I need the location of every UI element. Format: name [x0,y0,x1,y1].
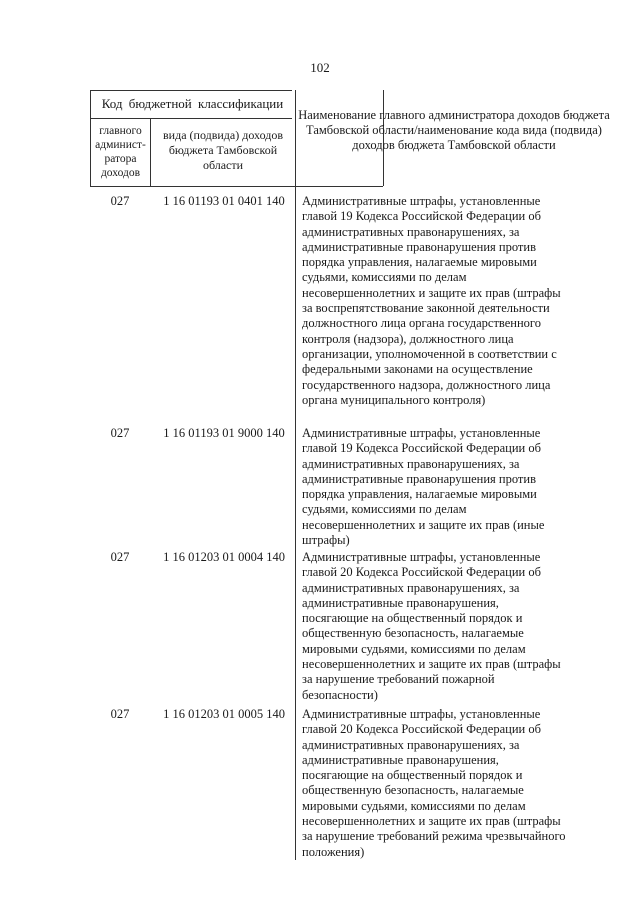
header-bottom-line-right [295,186,383,187]
header-group-label: Код бюджетной классификации [101,96,284,111]
row-income-code: 1 16 01203 01 0005 140 [163,707,285,721]
row-description: Административные штрафы, установленные главой 19 Кодекса Российской Федерации об административных правонарушениях, за административные правонарушения против порядка управления, налагаемые мировыми судьями, комиссиями по делам несовершеннолетних и защите их прав (штрафы за воспрепятствование законной деятельности должностного лица органа государственного контроля (надзора), должностного лица организации, уполномоченной в соответствии с федеральными законами на осуществление государственного надзора, должностного лица органа муниципального контроля) [302,194,561,407]
budget-classification-table [90,90,615,890]
header-group-divider [90,118,292,119]
row-income-code: 1 16 01193 01 0401 140 [163,194,285,208]
column-divider-name [295,90,296,860]
row-income-code: 1 16 01203 01 0004 140 [163,550,285,564]
row-admin-code: 027 [110,707,130,721]
row-admin-code: 027 [110,194,130,208]
row-income-code: 1 16 01193 01 9000 140 [163,426,285,440]
row-description: Административные штрафы, установленные главой 20 Кодекса Российской Федерации об административных правонарушениях, за административные правонарушения, посягающие на общественный порядок и общественную безопасность, налагаемые мировыми судьями, комиссиями по делам несовершеннолетних и защите их прав (штрафы за нарушение требований режима чрезвычайного положения) [302,707,566,859]
row-description: Административные штрафы, установленные главой 19 Кодекса Российской Федерации об административных правонарушениях, за административные правонарушения против порядка управления, налагаемые мировыми судьями, комиссиями по делам несовершеннолетних и защите их прав (иные штрафы) [302,426,545,548]
row-admin-code: 027 [110,550,130,564]
header-admin-column: главного админист-ратора доходов [95,125,146,179]
page-number: 102 [310,60,330,75]
row-admin-code: 027 [110,426,130,440]
row-description: Административные штрафы, установленные главой 20 Кодекса Российской Федерации об административных правонарушениях, за административные правонарушения, посягающие на общественный порядок и общественную безопасность, налагаемые мировыми судьями, комиссиями по делам несовершеннолетних и защите их прав (штрафы за нарушение требований пожарной безопасности) [302,550,561,702]
column-divider-admin [150,118,151,186]
header-bottom-line [90,186,295,187]
table-border-top [90,90,292,91]
header-name-column: Наименование главного администратора доходов бюджета Тамбовской области/наименование кода вида (подвида) доходов бюджета Тамбовской области [298,108,610,152]
header-kind-column: вида (подвида) доходов бюджета Тамбовской области [163,128,283,172]
